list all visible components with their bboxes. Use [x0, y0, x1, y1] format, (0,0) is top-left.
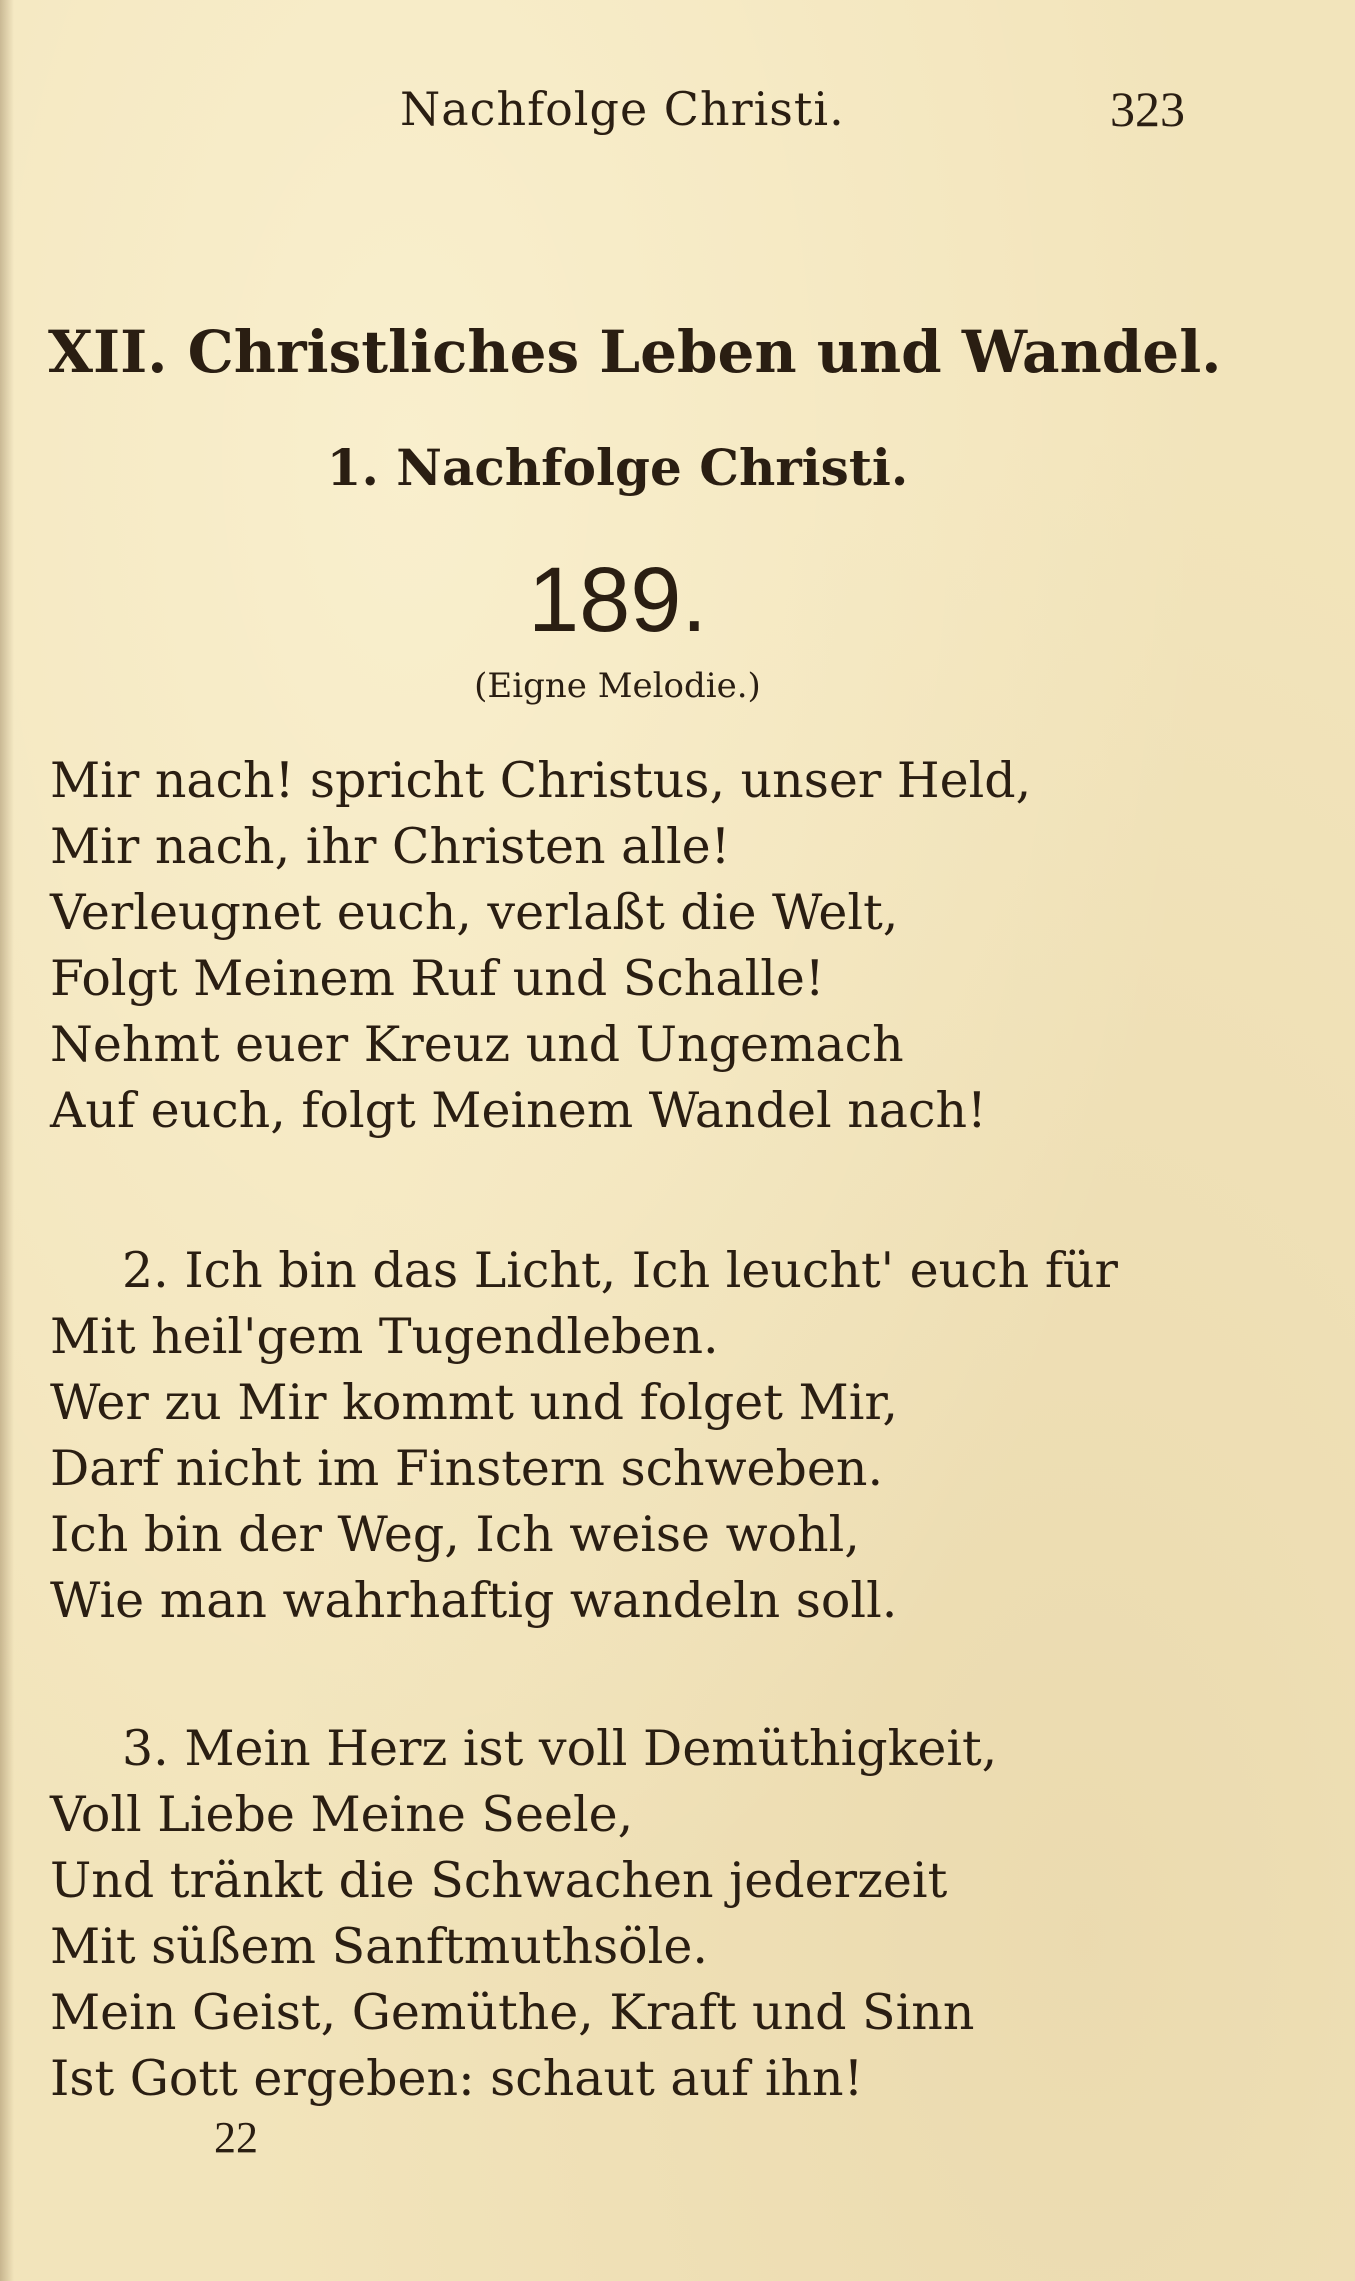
section-title: XII. Christliches Leben und Wandel.	[48, 318, 1222, 386]
verse-line: Voll Liebe Meine Seele,	[50, 1786, 634, 1843]
verse-line: Darf nicht im Finstern schweben.	[50, 1440, 884, 1497]
verse-line: Und tränkt die Schwachen jederzeit	[50, 1852, 948, 1909]
verse-line: Mir nach, ihr Christen alle!	[50, 818, 731, 875]
verse-line: Folgt Meinem Ruf und Schalle!	[50, 950, 825, 1007]
verse-line: Wer zu Mir kommt und folget Mir,	[50, 1374, 899, 1431]
verse-line: Mit süßem Sanftmuthsöle.	[50, 1918, 708, 1975]
melody-note: (Eigne Melodie.)	[474, 666, 761, 706]
verse-line: Auf euch, folgt Meinem Wandel nach!	[50, 1082, 987, 1139]
verse-line: Mein Geist, Gemüthe, Kraft und Sinn	[50, 1984, 975, 2041]
verse-line: Ich bin der Weg, Ich weise wohl,	[50, 1506, 860, 1563]
verse-line: Nehmt euer Kreuz und Ungemach	[50, 1016, 904, 1073]
stanza-2	[50, 1238, 1230, 1634]
verse-line: 2. Ich bin das Licht, Ich leucht' euch für	[122, 1242, 1118, 1299]
signature-mark: 22	[214, 2113, 258, 2162]
verse-line: Verleugnet euch, verlaßt die Welt,	[50, 884, 899, 941]
verse-line: Mir nach! spricht Christus, unser Held,	[50, 752, 1032, 809]
verse-line: Wie man wahrhaftig wandeln soll.	[50, 1572, 898, 1629]
page-number: 323	[1110, 81, 1185, 137]
page-spine-shadow	[0, 0, 14, 2281]
verse-line: Mit heil'gem Tugendleben.	[50, 1308, 719, 1365]
verse-line: 3. Mein Herz ist voll Demüthigkeit,	[122, 1720, 998, 1777]
running-title: Nachfolge Christi.	[400, 82, 845, 136]
verse-line: Ist Gott ergeben: schaut auf ihn!	[50, 2050, 864, 2107]
hymn-number: 189.	[527, 549, 708, 651]
stanza-1	[50, 748, 1230, 1144]
stanza-3	[50, 1716, 1230, 2112]
subsection-title: 1. Nachfolge Christi.	[326, 438, 909, 497]
